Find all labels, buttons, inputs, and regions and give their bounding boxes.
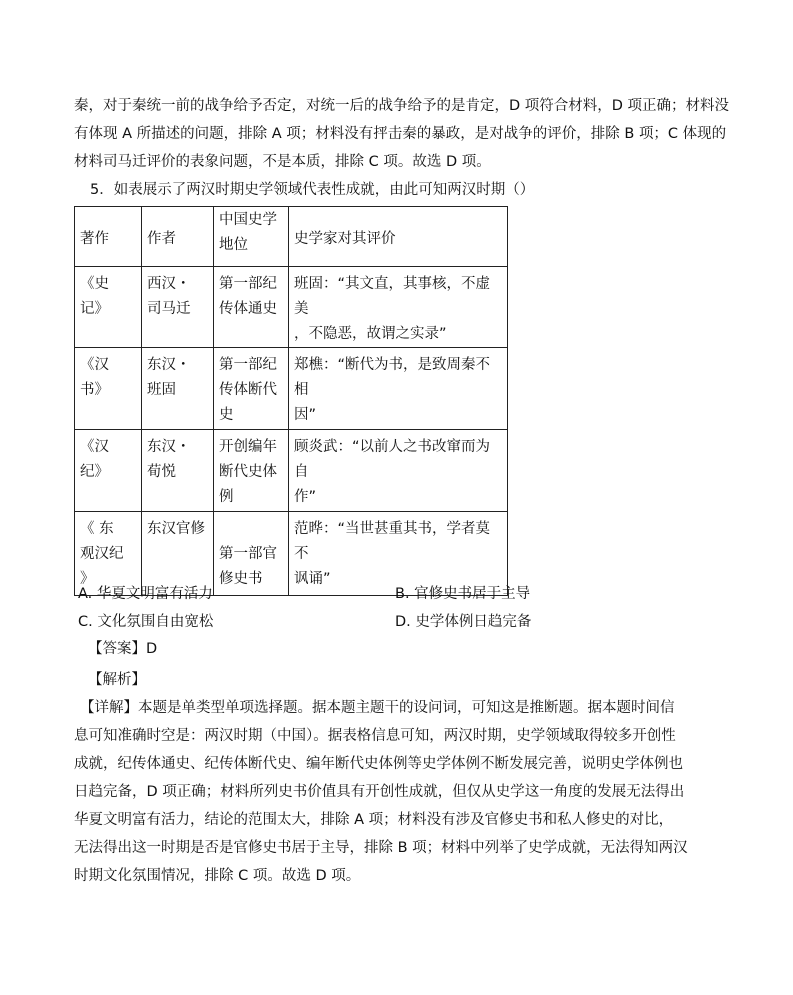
header-work: 著作	[75, 207, 142, 267]
cell-status: 第一部纪 传体通史	[214, 267, 289, 348]
table-row	[75, 430, 508, 512]
cell-evaluation: 班固：“其文直，其事核，不虚美 ，不隐恶，故谓之实录”	[289, 267, 508, 348]
analysis-line-5: 华夏文明富有活力，结论的范围太大，排除 A 项；材料没有涉及官修史书和私人修史的对比，	[74, 812, 674, 828]
header-author: 作者	[142, 207, 214, 267]
table-row	[75, 512, 508, 596]
analysis-line-4: 日趋完备，D 项正确；材料所列史书价值具有开创性成就，但仅从史学这一角度的发展无法得出	[74, 784, 685, 800]
analysis-line-1: 【详解】本题是单类型单项选择题。据本题主题干的设问词，可知这是推断题。据本题时间信	[80, 700, 675, 716]
analysis-line-3: 成就，纪传体通史、纪传体断代史、编年断代史体例等史学体例不断发展完善，说明史学体例也	[74, 756, 683, 772]
cell-status: 开创编年 断代史体 例	[214, 430, 289, 512]
cell-evaluation: 范晔：“当世甚重其书，学者莫不 讽诵”	[289, 512, 508, 596]
intro-line-2: 有体现 A 所描述的问题，排除 A 项；材料没有抨击秦的暴政，是对战争的评价，排除 B 项；C 体现的	[74, 126, 727, 142]
analysis-line-6: 无法得出这一时期是否是官修史书居于主导，排除 B 项；材料中列举了史学成就，无法得知两汉	[74, 840, 688, 856]
option-b: B. 官修史书居于主导	[395, 586, 531, 602]
table-row	[75, 267, 508, 348]
cell-author: 西汉・ 司马迁	[142, 267, 214, 348]
table-row	[75, 348, 508, 430]
question-stem: 5．如表展示了两汉时期史学领域代表性成就，由此可知两汉时期（）	[90, 182, 535, 198]
cell-status: 第一部纪 传体断代 史	[214, 348, 289, 430]
cell-work: 《汉 书》	[75, 348, 142, 430]
intro-line-3: 材料司马迁评价的表象问题，不是本质，排除 C 项。故选 D 项。	[74, 154, 491, 170]
option-c: C. 文化氛围自由宽松	[78, 614, 214, 630]
cell-work: 《汉 纪》	[75, 430, 142, 512]
cell-status: 第一部官 修史书	[214, 512, 289, 596]
analysis-line-7: 时期文化氛围情况，排除 C 项。故选 D 项。	[74, 868, 361, 884]
option-d: D. 史学体例日趋完备	[395, 614, 532, 630]
cell-evaluation: 郑樵：“断代为书，是致周秦不相 因”	[289, 348, 508, 430]
intro-line-1: 秦，对于秦统一前的战争给予否定，对统一后的战争给予的是肯定，D 项符合材料，D 项正确；材料没	[74, 98, 730, 114]
cell-author: 东汉・ 班固	[142, 348, 214, 430]
cell-author: 东汉官修	[142, 512, 214, 596]
analysis-line-2: 息可知准确时空是：两汉时期（中国）。据表格信息可知，两汉时期，史学领域取得较多开创性	[74, 728, 676, 744]
header-evaluation: 史学家对其评价	[289, 207, 508, 267]
table-header-row	[75, 207, 508, 267]
cell-evaluation: 顾炎武：“以前人之书改窜而为自 作”	[289, 430, 508, 512]
header-status: 中国史学 地位	[214, 207, 289, 267]
option-a: A. 华夏文明富有活力	[78, 586, 213, 602]
analysis-heading: 【解析】	[88, 672, 146, 688]
answer-line: 【答案】D	[88, 641, 158, 657]
history-works-table	[74, 206, 508, 596]
cell-author: 东汉・ 荀悦	[142, 430, 214, 512]
cell-work: 《史 记》	[75, 267, 142, 348]
cell-work: 《 东 观汉纪 》	[75, 512, 142, 596]
